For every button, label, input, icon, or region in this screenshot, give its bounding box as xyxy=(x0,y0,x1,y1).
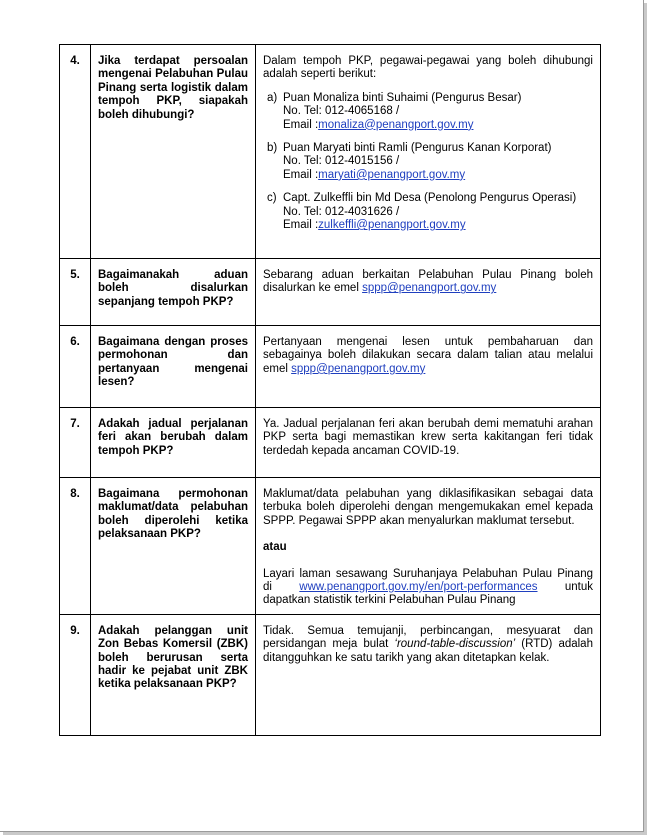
contact-name: Capt. Zulkeffli bin Md Desa (Penolong Pengurus Operasi) xyxy=(283,192,577,205)
contact-phone: No. Tel: 012-4065168 / xyxy=(283,105,400,118)
contact-phone: No. Tel: 012-4031626 / xyxy=(283,205,400,218)
question-cell: Jika terdapat persoalan mengenai Pelabuhan Pulau Pinang serta logistik dalam tempoh PKP, siapakah boleh dihubungi? xyxy=(91,45,256,259)
contact-item xyxy=(263,92,593,132)
row-number: 8. xyxy=(60,478,91,615)
contact-item xyxy=(263,142,593,182)
table-row xyxy=(60,259,601,326)
answer-text: Sebarang aduan berkaitan Pelabuhan Pulau Pinang boleh disalurkan ke emel xyxy=(263,269,593,295)
answer-italic-text: ‘round-table-discussion’ xyxy=(394,638,516,651)
table-row xyxy=(60,326,601,408)
answer-text: Dalam tempoh PKP, pegawai-pegawai yang boleh dihubungi adalah seperti berikut: xyxy=(263,55,593,81)
contact-label: b) xyxy=(267,142,278,155)
email-prefix: Email : xyxy=(283,168,319,181)
answer-cell: Ya. Jadual perjalanan feri akan berubah demi mematuhi arahan PKP serta bagi memastikan krew serta kakitangan feri tidak terdedah kepada ancaman COVID-19. xyxy=(256,408,601,478)
answer-text: Layari laman sesawang Suruhanjaya Pelabuhan Pulau Pinang di xyxy=(263,567,593,594)
email-link[interactable]: monaliza@penangport.gov.my xyxy=(318,118,474,131)
email-prefix: Email : xyxy=(283,118,319,131)
email-prefix: Email : xyxy=(283,219,319,232)
answer-cell xyxy=(256,478,601,615)
faq-table xyxy=(59,44,601,736)
contact-label: a) xyxy=(267,91,278,104)
question-cell: Bagaimanakah aduan boleh disalurkan sepanjang tempoh PKP? xyxy=(91,259,256,326)
question-cell: Bagaimana dengan proses permohonan dan pertanyaan mengenai lesen? xyxy=(91,326,256,408)
website-link[interactable]: www.penangport.gov.my/en/port-performances xyxy=(299,581,538,594)
answer-cell xyxy=(256,45,601,259)
email-link[interactable]: sppp@penangport.gov.my xyxy=(362,282,497,295)
table-row xyxy=(60,408,601,478)
answer-text: (RTD) adalah ditangguhkan ke satu tarikh yang akan ditetapkan kelak. xyxy=(263,638,593,664)
email-link[interactable]: sppp@penangport.gov.my xyxy=(291,362,426,375)
answer-text: Tidak. Semua temujanji, perbincangan, mesyuarat dan persidangan meja bulat xyxy=(263,624,593,651)
row-number: 7. xyxy=(60,408,91,478)
contact-name: Puan Maryati binti Ramli (Pengurus Kanan Korporat) xyxy=(283,142,552,155)
row-number: 6. xyxy=(60,326,91,408)
answer-cell xyxy=(256,614,601,735)
contact-name: Puan Monaliza binti Suhaimi (Pengurus Besar) xyxy=(283,91,522,104)
table-row xyxy=(60,478,601,615)
or-label: atau xyxy=(263,541,287,554)
row-number: 4. xyxy=(60,45,91,259)
question-cell: Adakah pelanggan unit Zon Bebas Komersil (ZBK) boleh berurusan serta hadir ke pejabat unit ZBK ketika pelaksanaan PKP? xyxy=(91,614,256,735)
answer-cell xyxy=(256,259,601,326)
answer-text: untuk dapatkan statistik terkini Pelabuhan Pulau Pinang xyxy=(263,581,593,607)
answer-text: Pertanyaan mengenai lesen untuk pembaharuan dan sebagainya boleh dilakukan secara dalam talian atau melalui emel xyxy=(263,336,593,375)
row-number: 9. xyxy=(60,614,91,735)
answer-text: Maklumat/data pelabuhan yang diklasifikasikan sebagai data terbuka boleh diperolehi dengan mengemukakan emel kepada SPPP. Pegawai SPPP akan menyalurkan maklumat tersebut. xyxy=(263,488,593,527)
row-number: 5. xyxy=(60,259,91,326)
contact-item xyxy=(263,192,593,232)
question-cell: Adakah jadual perjalanan feri akan berubah dalam tempoh PKP? xyxy=(91,408,256,478)
contact-label: c) xyxy=(267,192,277,205)
question-cell: Bagaimana permohonan maklumat/data pelabuhan boleh diperolehi ketika pelaksanaan PKP? xyxy=(91,478,256,615)
email-link[interactable]: maryati@penangport.gov.my xyxy=(318,168,466,181)
contact-phone: No. Tel: 012-4015156 / xyxy=(283,155,400,168)
email-link[interactable]: zulkeffli@penangport.gov.my xyxy=(318,219,466,232)
table-row xyxy=(60,614,601,735)
table-row xyxy=(60,45,601,259)
answer-cell xyxy=(256,326,601,408)
